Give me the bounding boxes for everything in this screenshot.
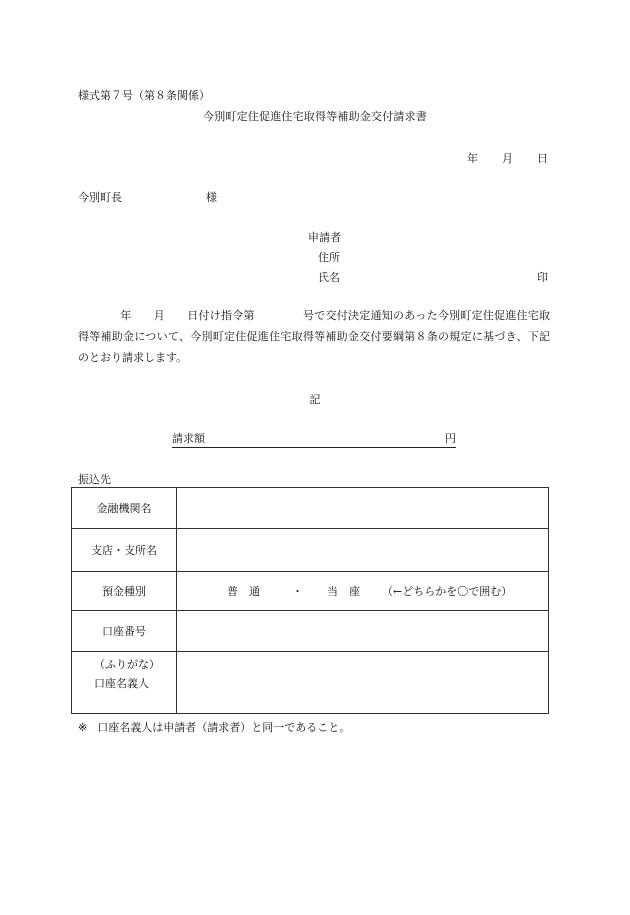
applicant-label: 申請者 — [308, 231, 341, 244]
account-type-current[interactable]: 当 座 — [327, 585, 360, 598]
amount-line — [172, 430, 456, 448]
form-number: 様式第７号（第８条関係） — [78, 89, 210, 102]
applicant-address-label: 住所 — [318, 251, 340, 264]
bank-name-field[interactable] — [177, 488, 549, 529]
footnote-text: 口座名義人は申請者（請求者）と同一であること。 — [97, 721, 351, 734]
amount-unit: 円 — [445, 432, 456, 445]
branch-name-field[interactable] — [177, 529, 549, 572]
date-year-label: 年 — [467, 152, 478, 165]
table-row — [72, 572, 549, 611]
table-row — [72, 488, 549, 529]
account-number-label: 口座番号 — [72, 611, 177, 652]
table-row — [72, 529, 549, 572]
account-holder-label — [72, 652, 177, 714]
document-title: 今別町定住促進住宅取得等補助金交付請求書 — [203, 110, 427, 123]
furigana-label: （ふりがな） — [94, 658, 160, 671]
account-type-ordinary[interactable]: 普 通 — [227, 585, 260, 598]
account-type-note: （←どちらかを〇で囲む） — [382, 585, 513, 598]
request-body — [78, 305, 550, 368]
account-type-field[interactable] — [177, 572, 549, 611]
branch-name-label: 支店・支所名 — [72, 529, 177, 572]
body-year: 年 — [120, 309, 132, 322]
date-day-label: 日 — [537, 152, 548, 165]
bank-name-label: 金融機関名 — [72, 488, 177, 529]
body-month: 月 — [153, 309, 165, 322]
body-text: 号で交付決定通知のあった今別町定住促進住宅取得等補助金について、今別町定住促進住宅取得等補助金交付要綱第８条の規定に基づき、下記のとおり請求します。 — [78, 309, 551, 364]
footnote — [78, 719, 350, 735]
account-number-field[interactable] — [177, 611, 549, 652]
footnote-mark: ※ — [78, 721, 88, 734]
seal-mark: 印 — [537, 271, 548, 284]
table-row — [72, 611, 549, 652]
account-type-label: 預金種別 — [72, 572, 177, 611]
account-holder-field[interactable] — [177, 652, 549, 714]
table-row — [72, 652, 549, 714]
account-type-separator: ・ — [292, 585, 303, 598]
bank-account-table — [71, 487, 549, 714]
recipient-honorific: 様 — [206, 191, 217, 204]
recipient — [78, 189, 217, 205]
body-date-instruction: 日付け指令第 — [187, 309, 255, 322]
account-holder-label-text: 口座名義人 — [94, 677, 149, 690]
applicant-name-label: 氏名 — [318, 271, 340, 284]
recipient-mayor: 今別町長 — [78, 191, 122, 204]
amount-label: 請求額 — [172, 432, 205, 445]
date-month-label: 月 — [502, 152, 513, 165]
transfer-label: 振込先 — [78, 473, 111, 486]
ki-heading: 記 — [309, 393, 321, 406]
date-line — [443, 150, 548, 166]
